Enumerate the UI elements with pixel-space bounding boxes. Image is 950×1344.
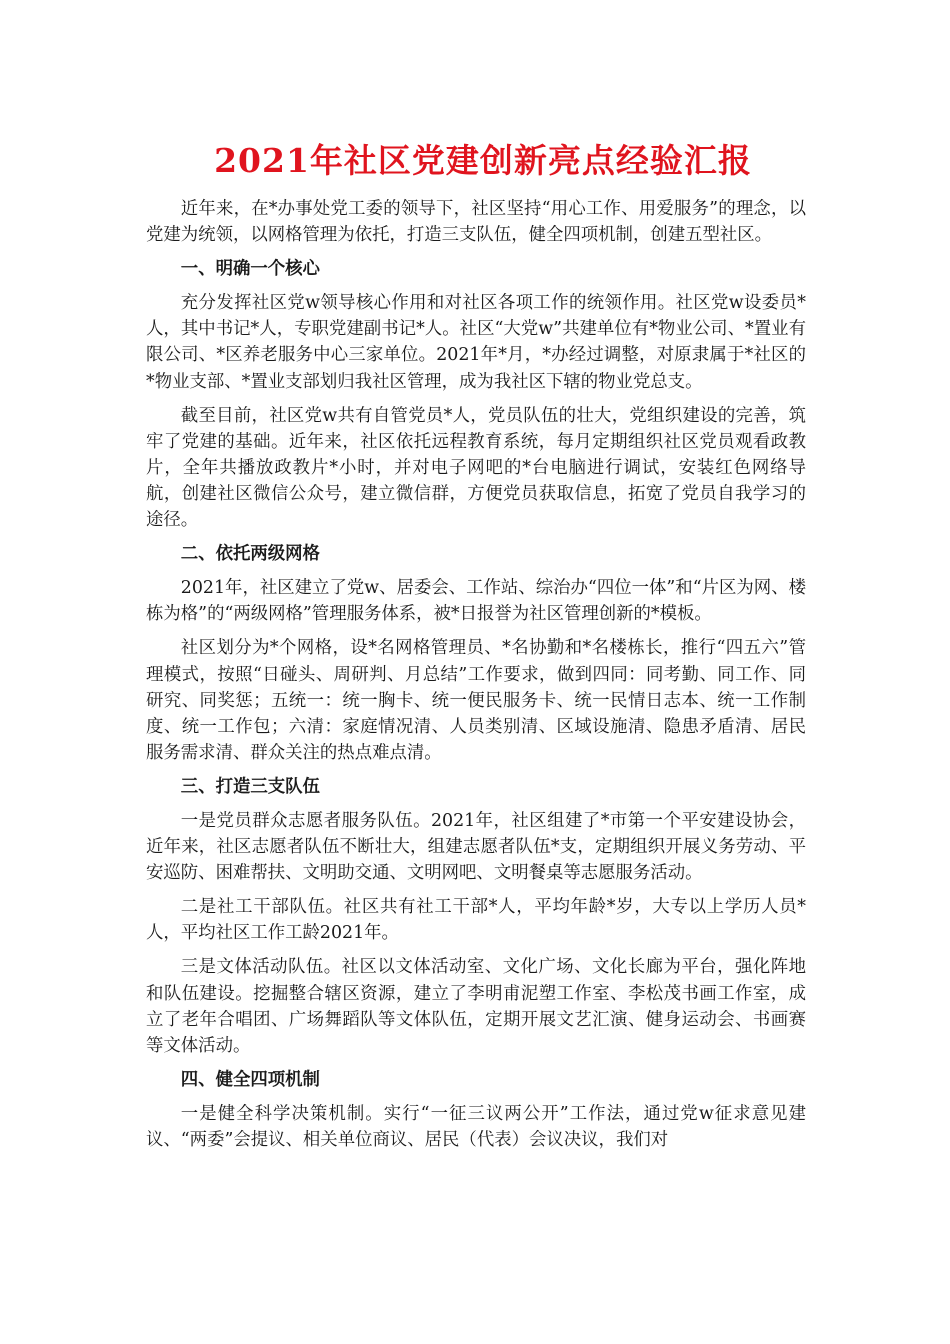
document-page [146, 138, 806, 1161]
paragraph: 一是党员群众志愿者服务队伍。2021年，社区组建了*市第一个平安建设协会，近年来，社区志愿者队伍不断壮大，组建志愿者队伍*支，定期组织开展义务劳动、平安巡防、困难帮扶、文明助交通、文明网吧、文明餐桌等志愿服务活动。 [146, 810, 806, 884]
paragraph: 三是文体活动队伍。社区以文体活动室、文化广场、文化长廊为平台，强化阵地和队伍建设。挖掘整合辖区资源，建立了李明甫泥塑工作室、李松茂书画工作室，成立了老年合唱团、广场舞蹈队等文体队伍，定期开展文艺汇演、健身运动会、书画赛等文体活动。 [146, 957, 806, 1056]
section-heading: 二、依托两级网格 [180, 544, 320, 565]
intro-paragraph: 近年来，在*办事处党工委的领导下，社区坚持“用心工作、用爱服务”的理念，以党建为统领，以网格管理为依托，打造三支队伍，健全四项机制，创建五型社区。 [146, 199, 806, 246]
paragraph: 二是社工干部队伍。社区共有社工干部*人，平均年龄*岁，大专以上学历人员*人，平均社区工作工龄2021年。 [146, 897, 806, 944]
section-teams [146, 774, 806, 1059]
paragraph: 社区划分为*个网格，设*名网格管理员、*名协勤和*名楼栋长，推行“四五六”管理模式，按照“日碰头、周研判、月总结”工作要求，做到四同：同考勤、同工作、同研究、同奖惩；五统一：统一胸卡、统一便民服务卡、统一民情日志本、统一工作制度、统一工作包；六清：家庭情况清、人员类别清、区域设施清、隐患矛盾清、居民服务需求清、群众关注的热点难点清。 [146, 638, 806, 763]
section-mechanisms [146, 1067, 806, 1153]
document-title: 2021年社区党建创新亮点经验汇报 [214, 141, 752, 180]
section-heading: 四、健全四项机制 [180, 1069, 320, 1090]
paragraph: 2021年，社区建立了党w、居委会、工作站、综治办“四位一体”和“片区为网、楼栋为格”的“两级网格”管理服务体系，被*日报誉为社区管理创新的*模板。 [146, 578, 806, 625]
section-grid [146, 541, 806, 766]
section-heading: 三、打造三支队伍 [180, 776, 320, 797]
section-core [146, 256, 806, 533]
paragraph: 一是健全科学决策机制。实行“一征三议两公开”工作法，通过党w征求意见建议、“两委”会提议、相关单位商议、居民（代表）会议决议，我们对 [146, 1103, 806, 1150]
paragraph: 充分发挥社区党w领导核心作用和对社区各项工作的统领作用。社区党w设委员*人，其中书记*人，专职党建副书记*人。社区“大党w”共建单位有*物业公司、*置业有限公司、*区养老服务中心三家单位。2021年*月，*办经过调整，对原隶属于*社区的*物业支部、*置业支部划归我社区管理，成为我社区下辖的物业党总支。 [146, 293, 806, 392]
paragraph: 截至目前，社区党w共有自管党员*人，党员队伍的壮大，党组织建设的完善，筑牢了党建的基础。近年来，社区依托远程教育系统，每月定期组织社区党员观看政教片，全年共播放政教片*小时，并对电子网吧的*台电脑进行调试，安装红色网络导航，创建社区微信公众号，建立微信群，方便党员获取信息，拓宽了党员自我学习的途径。 [146, 405, 806, 531]
section-heading: 一、明确一个核心 [180, 259, 320, 280]
